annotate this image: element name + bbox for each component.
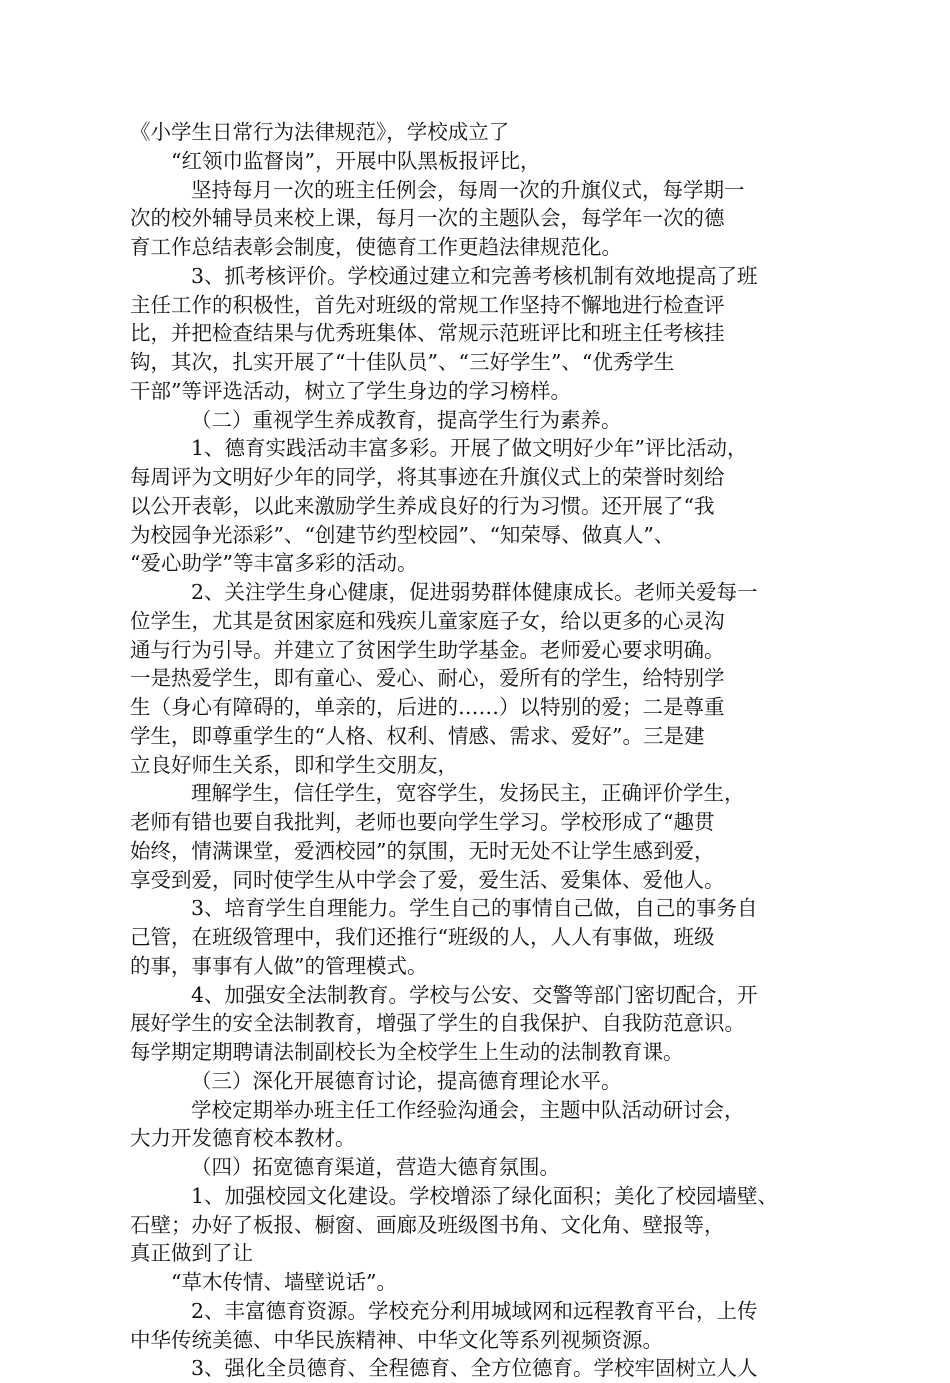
text-line: 2、关注学生身心健康，促进弱势群体健康成长。老师关爱每一 bbox=[191, 580, 758, 604]
text-line: 《小学生日常行为法律规范》，学校成立了 bbox=[130, 120, 510, 144]
text-line: 享受到爱，同时使学生从中学会了爱，爱生活、爱集体、爱他人。 bbox=[130, 867, 725, 892]
text-line: 4、加强安全法制教育。学校与公安、交警等部门密切配合，开 bbox=[191, 982, 758, 1007]
text-line: 通与行为引导。并建立了贫困学生助学基金。老师爱心要求明确。 bbox=[130, 637, 725, 662]
text-line: 中华传统美德、中华民族精神、中华文化等系列视频资源。 bbox=[130, 1327, 663, 1352]
text-line: 干部”等评选活动，树立了学生身边的学习榜样。 bbox=[130, 378, 571, 403]
text-line: 立良好师生关系，即和学生交朋友， bbox=[130, 752, 458, 777]
text-line: （三）深化开展德育讨论，提高德育理论水平。 bbox=[191, 1068, 622, 1093]
text-line: 比，并把检查结果与优秀班集体、常规示范班评比和班主任考核挂 bbox=[130, 321, 725, 346]
text-line: 生（身心有障碍的，单亲的，后进的……）以特别的爱；二是尊重 bbox=[130, 695, 725, 719]
text-line: 以公开表彰，以此来激励学生养成良好的行为习惯。还开展了“我 bbox=[130, 493, 715, 518]
text-line: 老师有错也要自我批判，老师也要向学生学习。学校形成了“趣贯 bbox=[130, 810, 715, 834]
text-line: 3、强化全员德育、全程德育、全方位德育。学校牢固树立人人 bbox=[191, 1356, 758, 1381]
text-line: 3、抓考核评价。学校通过建立和完善考核机制有效地提高了班 bbox=[191, 263, 758, 288]
text-line: 学校定期举办班主任工作经验沟通会，主题中队活动研讨会， bbox=[191, 1097, 745, 1122]
text-line: 真正做到了让 bbox=[130, 1241, 253, 1266]
text-line: 展好学生的安全法制教育，增强了学生的自我保护、自我防范意识。 bbox=[130, 1011, 745, 1036]
text-line: 一是热爱学生，即有童心、爱心、耐心，爱所有的学生，给特别学 bbox=[130, 666, 725, 691]
text-line: 2、丰富德育资源。学校充分利用城域网和远程教育平台，上传 bbox=[191, 1298, 758, 1323]
text-line: 学生，即尊重学生的“人格、权利、情感、需求、爱好”。三是建 bbox=[130, 723, 705, 748]
text-line: （二）重视学生养成教育，提高学生行为素养。 bbox=[191, 407, 622, 432]
text-line: 育工作总结表彰会制度，使德育工作更趋法律规范化。 bbox=[130, 235, 622, 259]
text-line: 始终，情满课堂，爱洒校园”的氛围，无时无处不让学生感到爱， bbox=[130, 838, 715, 863]
text-line: （四）拓宽德育渠道，营造大德育氛围。 bbox=[191, 1155, 560, 1179]
text-line: “红领巾监督岗”，开展中队黑板报评比， bbox=[171, 148, 541, 173]
text-line: 位学生，尤其是贫困家庭和残疾儿童家庭子女，给以更多的心灵沟 bbox=[130, 608, 725, 633]
text-line: 每周评为文明好少年的同学，将其事迹在升旗仪式上的荣誉时刻给 bbox=[130, 465, 725, 489]
text-line: “爱心助学”等丰富多彩的活动。 bbox=[130, 551, 418, 576]
text-line: 钩，其次，扎实开展了“十佳队员”、“三好学生”、“优秀学生 bbox=[130, 350, 675, 374]
text-line: 3、培育学生自理能力。学生自己的事情自己做，自己的事务自 bbox=[191, 896, 758, 921]
text-line: 大力开发德育校本教材。 bbox=[130, 1126, 356, 1151]
text-line: 1、加强校园文化建设。学校增添了绿化面积；美化了校园墙壁、 bbox=[191, 1183, 779, 1208]
text-line: 己管，在班级管理中，我们还推行“班级的人，人人有事做，班级 bbox=[130, 925, 715, 949]
text-line: 每学期定期聘请法制副校长为全校学生上生动的法制教育课。 bbox=[130, 1040, 684, 1064]
text-line: “草木传情、墙壁说话”。 bbox=[171, 1270, 397, 1294]
text-line: 的事，事事有人做”的管理模式。 bbox=[130, 953, 428, 978]
text-line: 为校园争光添彩”、“创建节约型校园”、“知荣辱、做真人”、 bbox=[130, 522, 675, 547]
text-line: 主任工作的积极性，首先对班级的常规工作坚持不懈地进行检查评 bbox=[130, 292, 725, 317]
document-body bbox=[130, 118, 830, 1383]
text-line: 石壁；办好了板报、橱窗、画廊及班级图书角、文化角、壁报等， bbox=[130, 1212, 725, 1237]
text-line: 理解学生，信任学生，宽容学生，发扬民主，正确评价学生， bbox=[191, 781, 745, 806]
text-line: 坚持每月一次的班主任例会，每周一次的升旗仪式，每学期一 bbox=[191, 177, 745, 202]
text-line: 1、德育实践活动丰富多彩。开展了做文明好少年”评比活动， bbox=[191, 436, 748, 461]
text-line: 次的校外辅导员来校上课，每月一次的主题队会，每学年一次的德 bbox=[130, 206, 725, 231]
